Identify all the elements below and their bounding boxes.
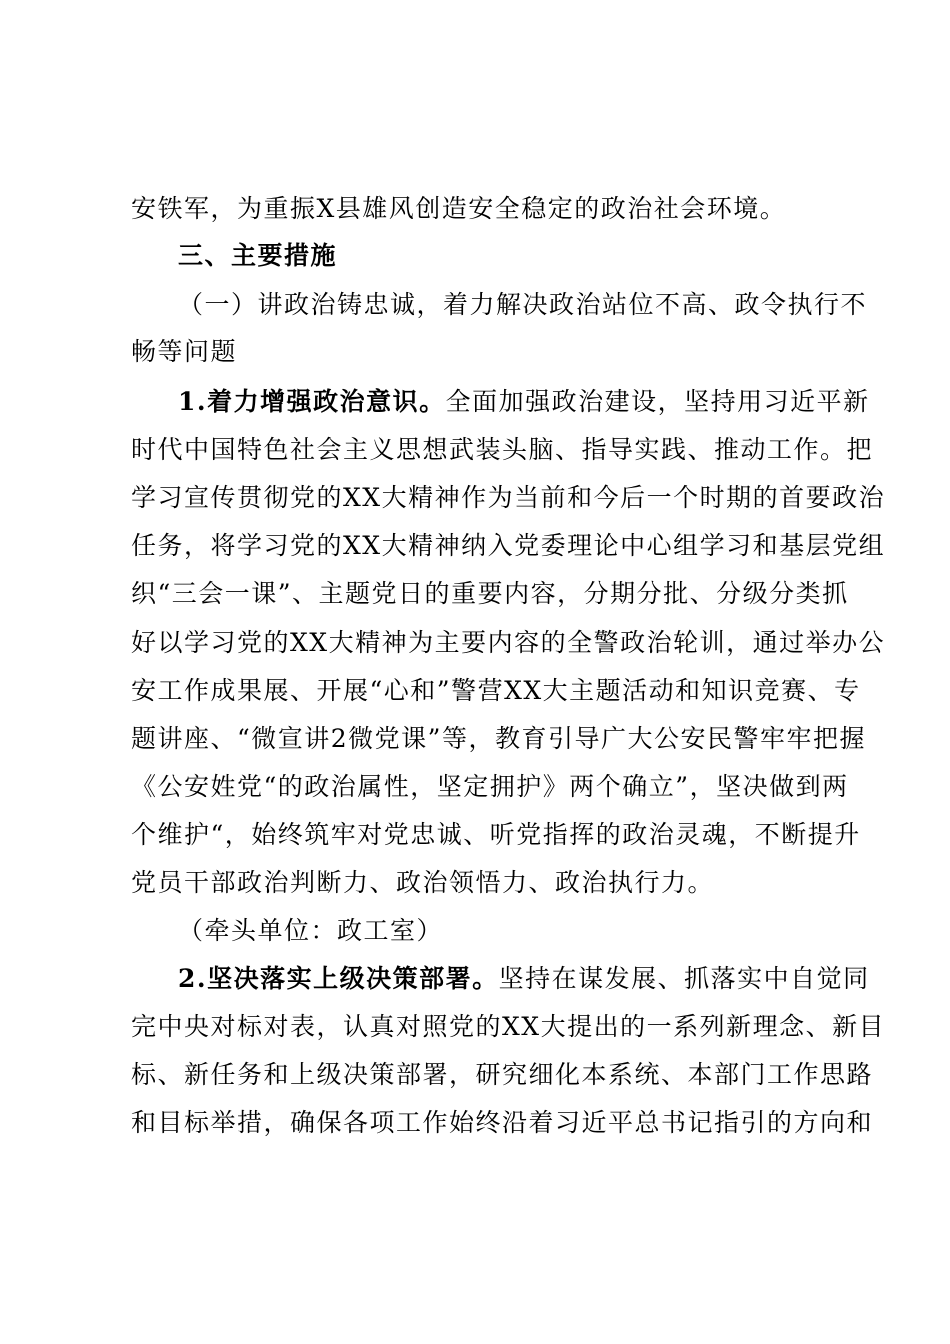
item-1-first-line bbox=[178, 382, 870, 422]
subsection-heading: （一）讲政治铸忠诚，着力解决政治站位不高、政令执行不 bbox=[178, 290, 868, 319]
subsection-heading-cont: 畅等问题 bbox=[131, 337, 238, 366]
paragraph-line: 《公安姓党“的政治属性，坚定拥护》两个确立”，坚决做到两 bbox=[131, 772, 849, 801]
item-2-first-line bbox=[178, 959, 870, 999]
paragraph-line: 织“三会一课”、主题党日的重要内容，分期分批、分级分类抓 bbox=[131, 579, 849, 608]
item-1-title: 1.着力增强政治意识。 bbox=[178, 387, 446, 416]
paragraph-line: 安工作成果展、开展“心和”警营XX大主题活动和知识竞赛、专 bbox=[131, 676, 861, 705]
paragraph-line: 安铁军，为重振X县雄风创造安全稳定的政治社会环境。 bbox=[131, 194, 787, 223]
paragraph-line: 好以学习党的XX大精神为主要内容的全警政治轮训，通过举办公 bbox=[131, 628, 886, 657]
paragraph-line: 任务，将学习党的XX大精神纳入党委理论中心组学习和基层党组 bbox=[131, 531, 886, 560]
item-1-text: 全面加强政治建设，坚持用习近平新 bbox=[445, 387, 870, 416]
paragraph-line: 时代中国特色社会主义思想武装头脑、指导实践、推动工作。把 bbox=[131, 435, 874, 464]
paragraph-line: 党员干部政治判断力、政治领悟力、政治执行力。 bbox=[131, 868, 715, 897]
paragraph-line: 和目标举措，确保各项工作始终沿着习近平总书记指引的方向和 bbox=[131, 1108, 874, 1137]
item-2-text: 坚持在谋发展、抓落实中自觉同 bbox=[498, 964, 870, 993]
paragraph-line: 学习宣传贯彻党的XX大精神作为当前和今后一个时期的首要政治 bbox=[131, 483, 886, 512]
item-2-title: 2.坚决落实上级决策部署。 bbox=[178, 964, 499, 993]
paragraph-line: 完中央对标对表，认真对照党的XX大提出的一系列新理念、新目 bbox=[131, 1012, 886, 1041]
section-heading: 三、主要措施 bbox=[178, 241, 338, 270]
lead-unit-note: （牵头单位：政工室） bbox=[178, 916, 444, 945]
paragraph-line: 题讲座、“微宣讲2微党课”等，教育引导广大公安民警牢牢把握 bbox=[131, 724, 866, 753]
paragraph-line: 标、新任务和上级决策部署，研究细化本系统、本部门工作思路 bbox=[131, 1060, 874, 1089]
paragraph-line: 个维护“，始终筑牢对党忠诚、听党指挥的政治灵魂，不断提升 bbox=[131, 820, 861, 849]
